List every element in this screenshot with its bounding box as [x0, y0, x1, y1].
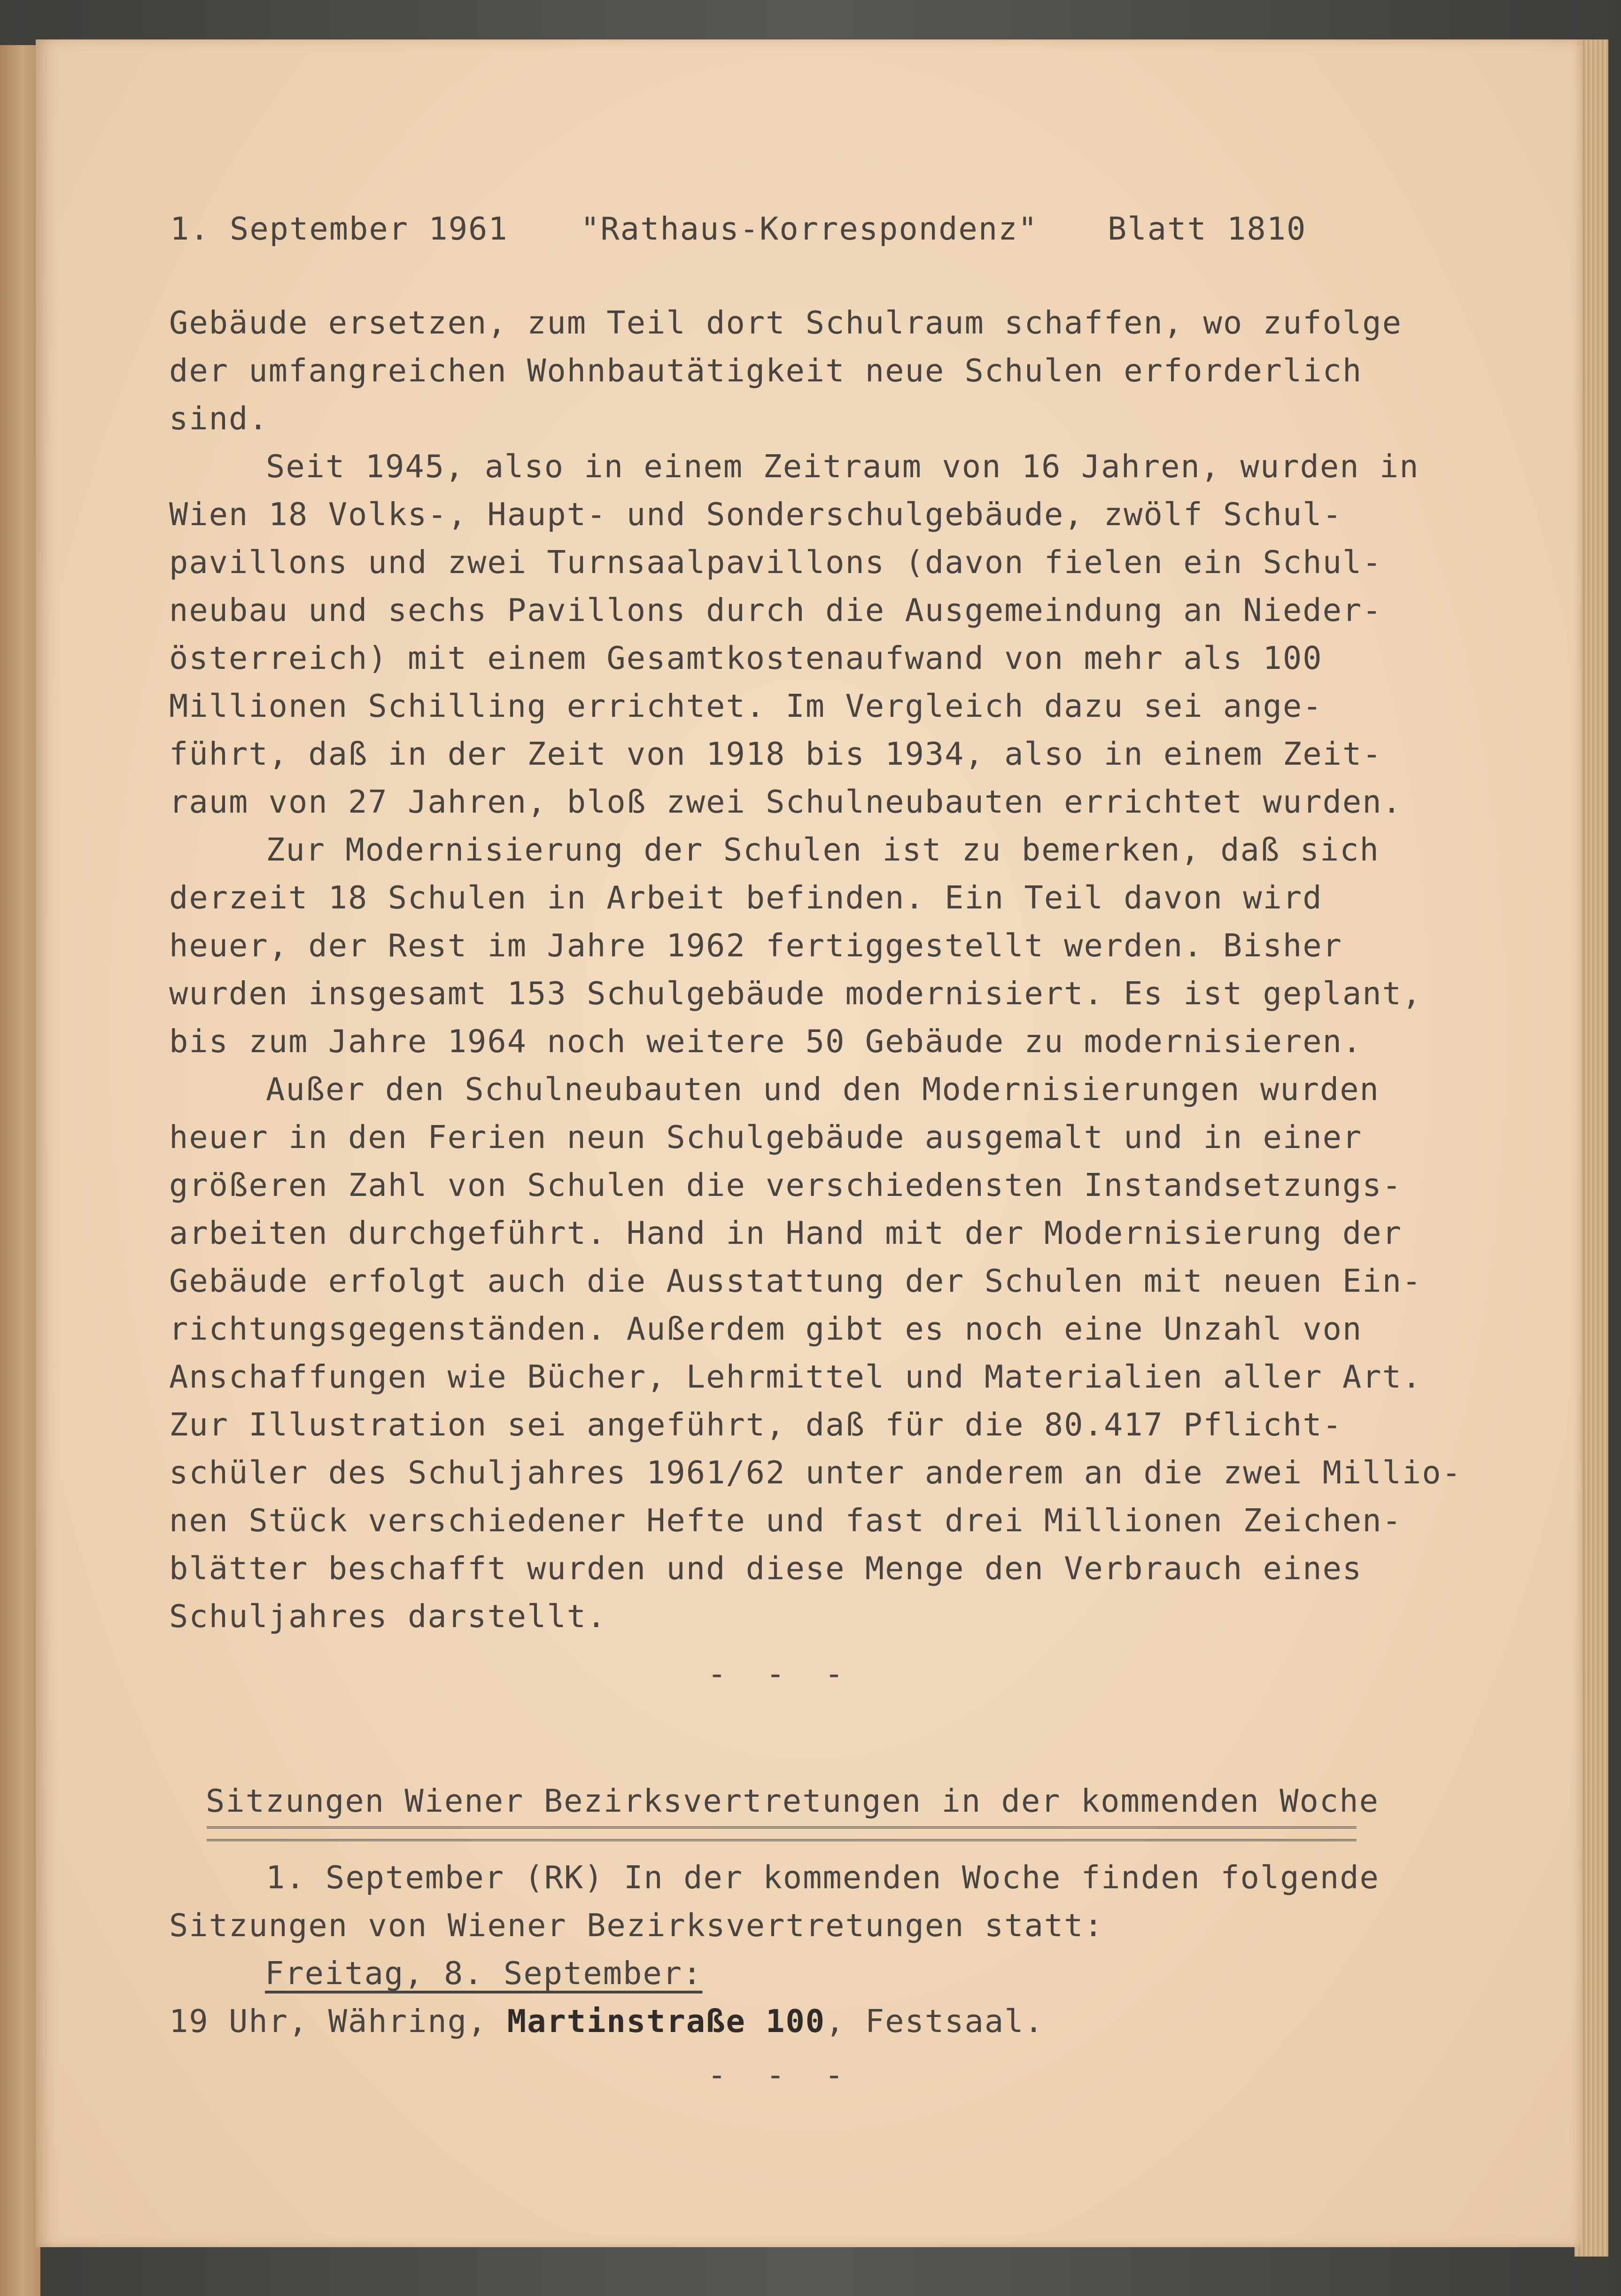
paragraph-3-line: derzeit 18 Schulen in Arbeit befinden. Ein Teil davon wird: [169, 879, 1323, 916]
left-page-edge: [0, 45, 40, 2296]
paragraph-2-line: neubau und sechs Pavillons durch die Ausgemeindung an Nieder-: [169, 592, 1382, 628]
paragraph-2-line: raum von 27 Jahren, bloß zwei Schulneubauten errichtet wurden.: [169, 783, 1402, 820]
section-separator: - - -: [707, 2056, 854, 2093]
paragraph-3-line: Zur Modernisierung der Schulen ist zu bemerken, daß sich: [266, 831, 1380, 868]
paragraph-1-line: Gebäude ersetzen, zum Teil dort Schulraum schaffen, wo zufolge: [169, 304, 1402, 341]
paragraph-3-line: bis zum Jahre 1964 noch weitere 50 Gebäude zu modernisieren.: [169, 1023, 1363, 1060]
section-heading: Sitzungen Wiener Bezirksvertretungen in der kommenden Woche: [206, 1783, 1379, 1819]
paragraph-4-line: Zur Illustration sei angeführt, daß für die 80.417 Pflicht-: [169, 1406, 1342, 1443]
meeting-day: Freitag, 8. September:: [265, 1955, 703, 1992]
paragraph-4-line: Anschaffungen wie Bücher, Lehrmittel und Materialien aller Art.: [169, 1358, 1422, 1395]
heading-double-underline: [207, 1826, 1357, 1841]
header-publication: "Rathaus-Korrespondenz": [581, 210, 1038, 247]
section-2-intro-line: 1. September (RK) In der kommenden Woche finden folgende: [266, 1859, 1380, 1896]
paragraph-1-line: sind.: [169, 400, 269, 437]
paragraph-4-line: arbeiten durchgeführt. Hand in Hand mit der Modernisierung der: [169, 1215, 1402, 1251]
header-sheet-number: Blatt 1810: [1108, 210, 1307, 247]
paragraph-3-line: heuer, der Rest im Jahre 1962 fertiggestellt werden. Bisher: [169, 927, 1342, 964]
paragraph-4-line: Schuljahres darstellt.: [169, 1598, 607, 1635]
paragraph-4-line: Gebäude erfolgt auch die Ausstattung der Schulen mit neuen Ein-: [169, 1263, 1422, 1299]
paragraph-1-line: der umfangreichen Wohnbautätigkeit neue Schulen erforderlich: [169, 352, 1363, 389]
section-2-intro-line: Sitzungen von Wiener Bezirksvertretungen statt:: [169, 1907, 1104, 1944]
paragraph-2-line: führt, daß in der Zeit von 1918 bis 1934, also in einem Zeit-: [169, 736, 1382, 772]
paragraph-3-line: wurden insgesamt 153 Schulgebäude modernisiert. Es ist geplant,: [169, 975, 1422, 1012]
document-page: [36, 39, 1581, 2247]
paragraph-4-line: schüler des Schuljahres 1961/62 unter anderem an die zwei Millio-: [169, 1454, 1462, 1491]
paragraph-4-line: nen Stück verschiedener Hefte und fast drei Millionen Zeichen-: [169, 1502, 1402, 1539]
meeting-entry: [169, 2003, 1044, 2040]
section-separator: - - -: [707, 1655, 854, 1692]
paragraph-2-line: Seit 1945, also in einem Zeitraum von 16 Jahren, wurden in: [266, 448, 1419, 485]
paragraph-2-line: pavillons und zwei Turnsaalpavillons (davon fielen ein Schul-: [169, 544, 1382, 581]
paragraph-2-line: Wien 18 Volks-, Haupt- und Sonderschulgebäude, zwölf Schul-: [169, 496, 1342, 533]
paragraph-2-line: Millionen Schilling errichtet. Im Vergleich dazu sei ange-: [169, 688, 1323, 724]
paragraph-4-line: heuer in den Ferien neun Schulgebäude ausgemalt und in einer: [169, 1119, 1363, 1156]
paragraph-2-line: österreich) mit einem Gesamtkostenaufwand von mehr als 100: [169, 640, 1323, 676]
paragraph-4-line: richtungsgegenständen. Außerdem gibt es noch eine Unzahl von: [169, 1311, 1363, 1347]
meeting-time-district: 19 Uhr, Währing,: [169, 2003, 507, 2040]
paragraph-4-line: Außer den Schulneubauten und den Modernisierungen wurden: [266, 1071, 1380, 1108]
paragraph-4-line: blätter beschafft wurden und diese Menge den Verbrauch eines: [169, 1550, 1363, 1587]
header-date: 1. September 1961: [170, 210, 508, 247]
paragraph-4-line: größeren Zahl von Schulen die verschiedensten Instandsetzungs-: [169, 1167, 1402, 1203]
meeting-address: Martinstraße 100: [507, 2003, 826, 2040]
meeting-venue: , Festsaal.: [825, 2003, 1044, 2040]
